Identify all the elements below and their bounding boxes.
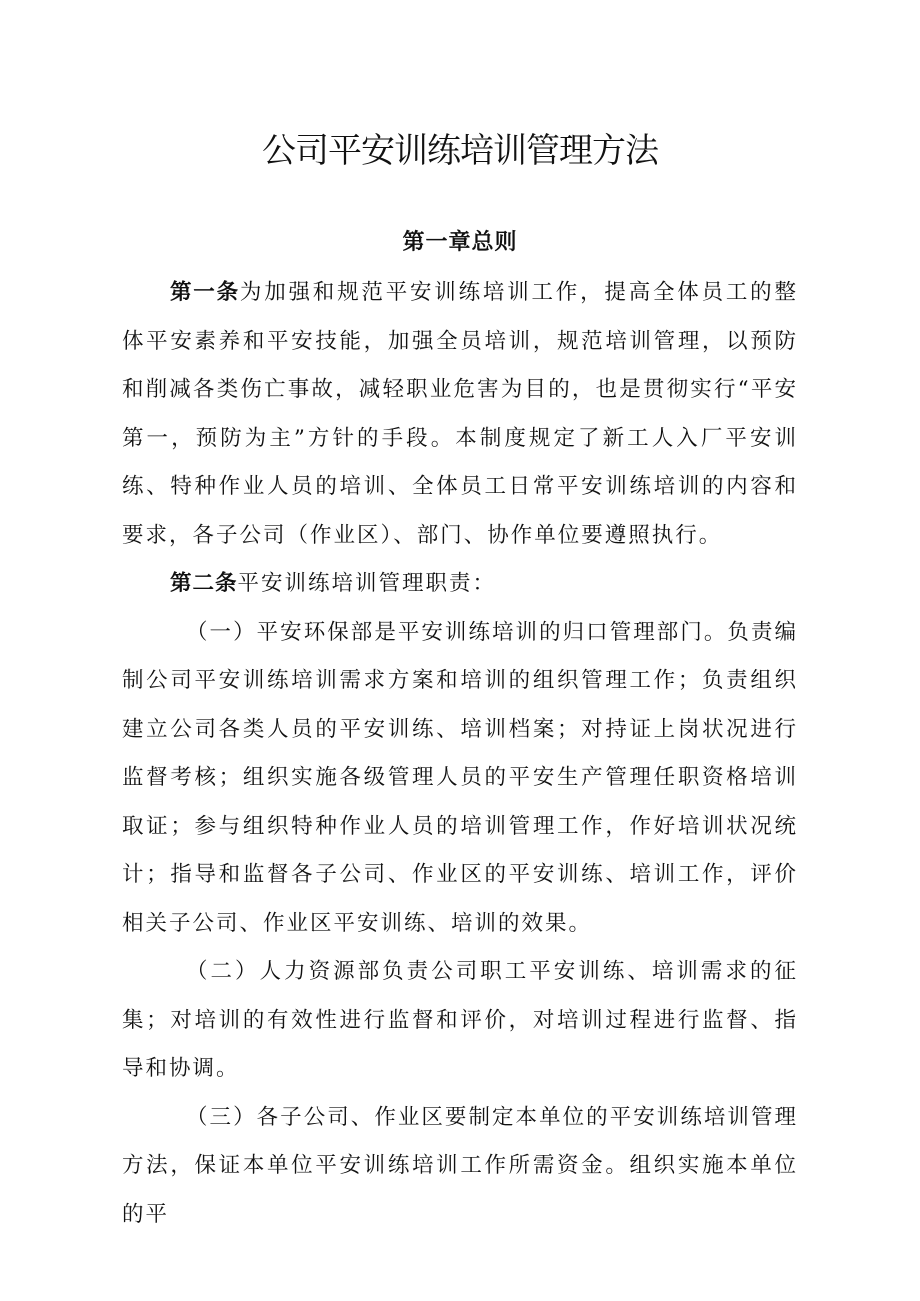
- article-2-paragraph: [122, 560, 798, 609]
- article-2-item-2: （二）人力资源部负责公司职工平安训练、培训需求的征集；对培训的有效性进行监督和评价，对培训过程进行监督、指导和协调。: [122, 959, 798, 1081]
- document-body: [122, 269, 798, 1239]
- chapter-heading: 第一章总则: [402, 230, 518, 255]
- article-2-item-1: （一）平安环保部是平安训练培训的归口管理部门。负责编制公司平安训练培训需求方案和培训的组织管理工作；负责组织建立公司各类人员的平安训练、培训档案；对持证上岗状况进行监督考核；组织实施各级管理人员的平安生产管理任职资格培训取证；参与组织特种作业人员的培训管理工作，作好培训状况统计；指导和监督各子公司、作业区的平安训练、培训工作，评价相关子公司、作业区平安训练、培训的效果。: [122, 619, 798, 936]
- article-1-label: 第一条: [170, 280, 240, 305]
- document-title: 公司平安训练培训管理方法: [262, 131, 658, 171]
- article-2-item-3: （三）各子公司、作业区要制定本单位的平安训练培训管理方法，保证本单位平安训练培训工作所需资金。组织实施本单位的平: [122, 1104, 798, 1227]
- article-1-paragraph: [122, 269, 798, 560]
- article-2-text: 平安训练培训管理职责：: [237, 571, 497, 596]
- article-2-label: 第二条: [170, 571, 238, 596]
- article-1-text: 为加强和规范平安训练培训工作，提高全体员工的整体平安素养和平安技能，加强全员培训，规范培训管理，以预防和削减各类伤亡事故，减轻职业危害为目的，也是贯彻实行“平安第一，预防为主”方针的手段。本制度规定了新工人入厂平安训练、特种作业人员的培训、全体员工日常平安训练培训的内容和要求，各子公司（作业区）、部门、协作单位要遵照执行。: [122, 280, 798, 548]
